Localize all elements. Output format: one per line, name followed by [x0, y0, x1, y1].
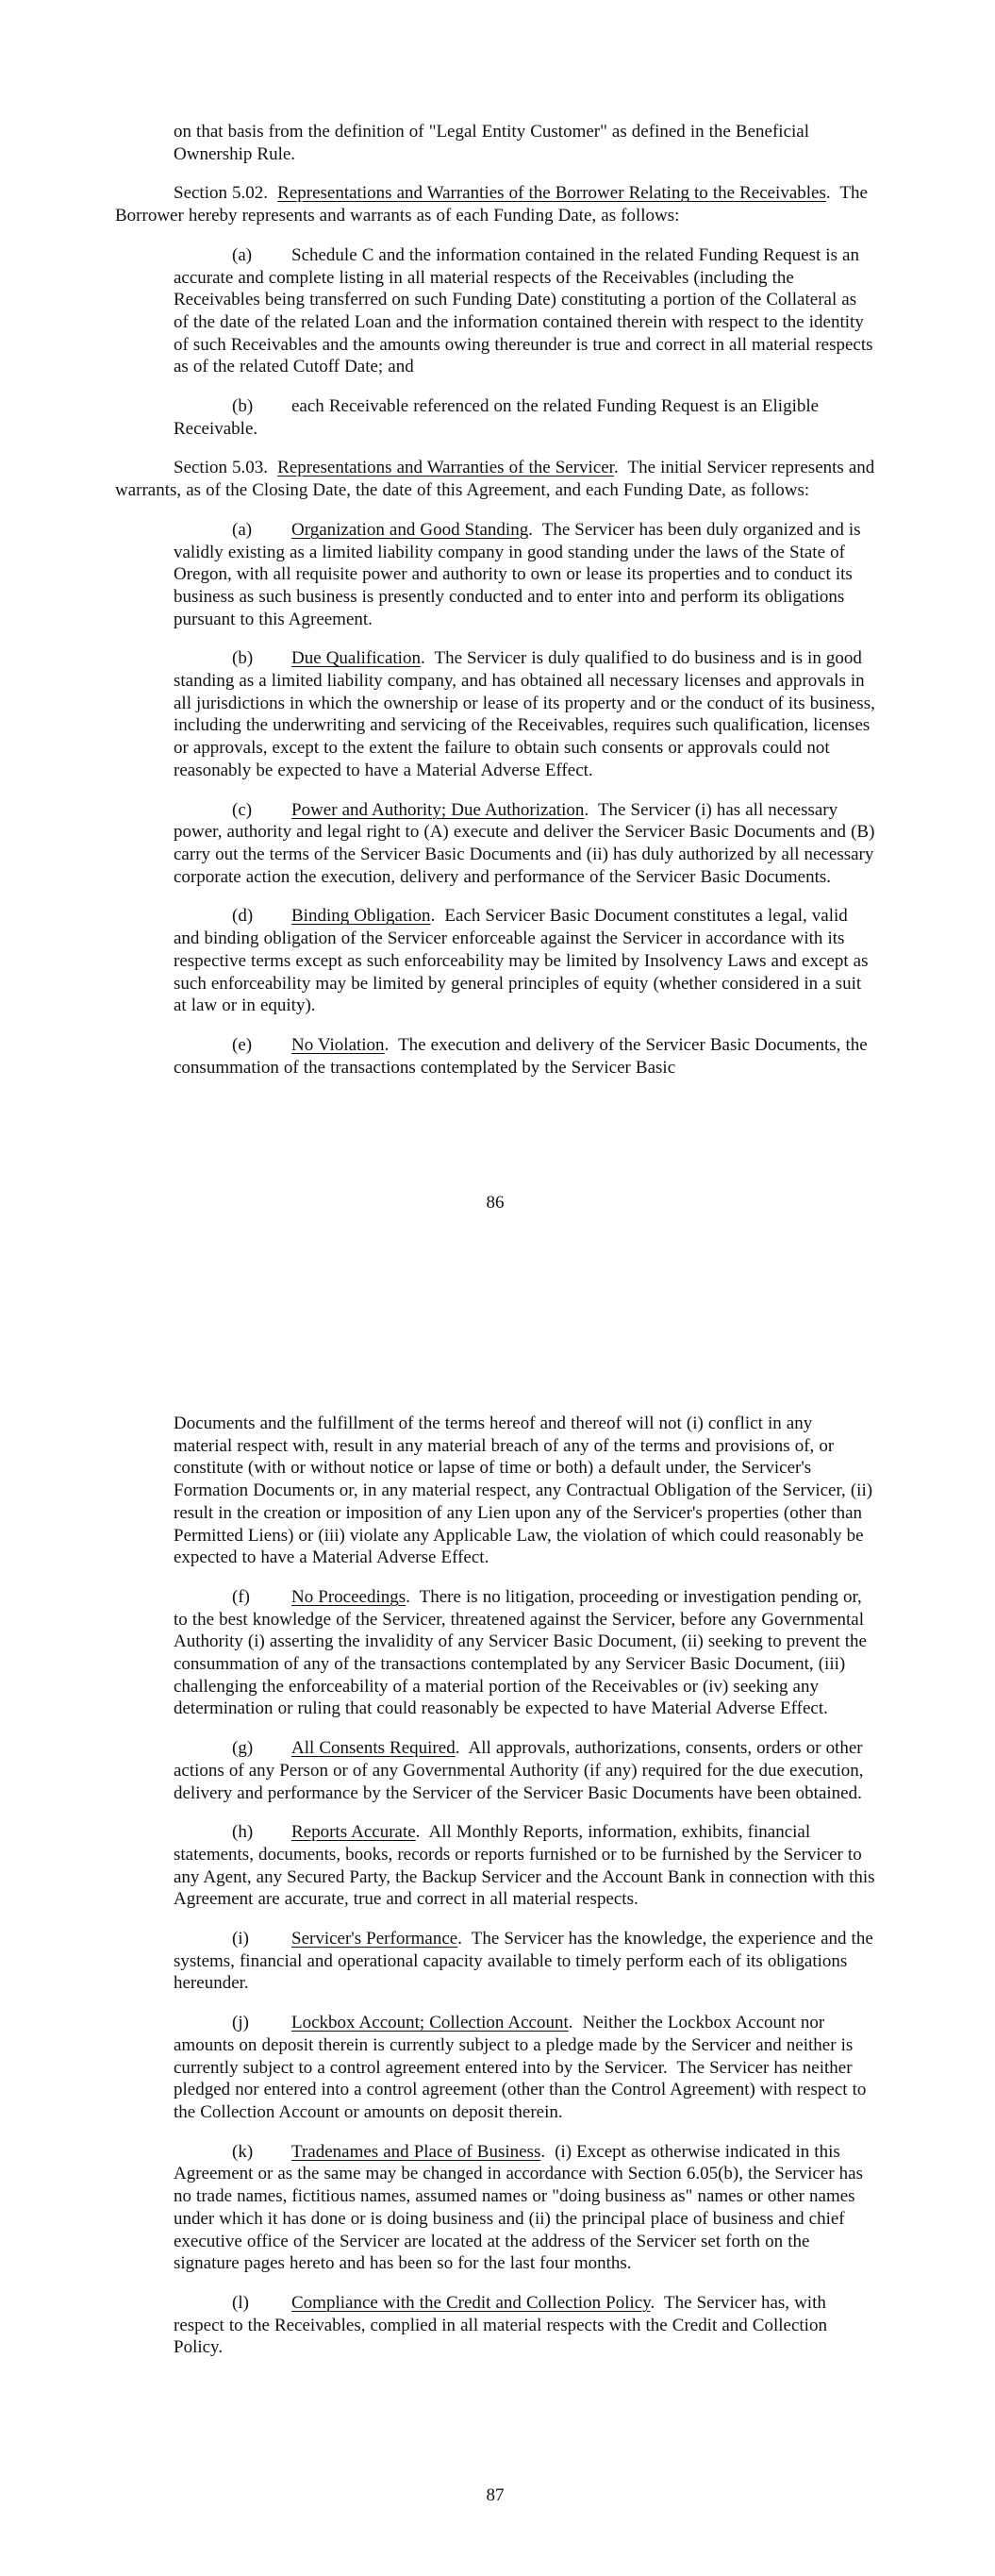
paragraph-marker: (j) [232, 2013, 249, 2033]
underlined-heading: Due Qualification [291, 648, 421, 669]
underlined-heading: Representations and Warranties of the Servicer [277, 458, 614, 478]
page-number-87: 87 [486, 2485, 505, 2505]
paragraph-5-03-b [174, 647, 875, 781]
text-run: Schedule C and the information contained in the related Funding Request is an accurate and complete listing in all material respects of the Receivables (including the Receivables being transferred on such Funding Date) constituting a portion of the Collateral as of the date of the related Loan and the information contained therein with respect to the identity of such Receivables and the amounts owing thereunder is true and correct in all material respects as of the related Cutoff Date; and [174, 244, 873, 377]
paragraph-5-03-c [174, 799, 875, 889]
paragraph-marker: (b) [232, 396, 254, 417]
paragraph-marker: (a) [232, 244, 253, 265]
text-run: . The Servicer has been duly organized and is validly existing as a limited liability company in good standing under the laws of the State of Oregon, with all requisite power and authority to own or lease its properties and to conduct its business as such business is presently conducted and to enter into and perform its obligations pursuant to this Agreement. [174, 519, 861, 629]
text-run: . The initial Servicer represents and warrants, as of the Closing Date, the date of this Agreement, and each Funding Date, as follows: [115, 458, 875, 501]
paragraph-5-03-e [174, 1034, 875, 1079]
text-run: . The Servicer has, with respect to the Receivables, complied in all material respects with the Credit and Collection Policy. [174, 2292, 827, 2358]
paragraph-marker: (d) [232, 906, 254, 927]
text-run: Section 5.02. [174, 183, 278, 204]
paragraph-marker: (i) [232, 1929, 249, 1949]
text-run: . All approvals, authorizations, consents, orders or other actions of any Person or of any Governmental Authority (if any) required for the due execution, delivery and performance by the Servicer of the Servicer Basic Documents have been obtained. [174, 1738, 864, 1803]
text-run: . The execution and delivery of the Servicer Basic Documents, the consummation of the transactions contemplated by the Servicer Basic [174, 1034, 868, 1078]
page-number-86: 86 [486, 1193, 505, 1213]
paragraph-marker: (a) [232, 519, 253, 540]
paragraph-5-02-b [174, 395, 875, 440]
text-run: . Each Servicer Basic Document constitutes a legal, valid and binding obligation of the Servicer enforceable against the Servicer in accordance with its respective terms except as such enforceability may be limited by Insolvency Laws and except as such enforceability may be limited by general principles of equity (whether considered in a suit at law or in equity). [174, 906, 869, 1016]
text-run: Documents and the fulfillment of the terms hereof and thereof will not (i) conflict in any material respect with, result in any material breach of any of the terms and provisions of, or constitute (with or without notice or lapse of time or both) a default under, the Servicer's Formation Documents or, in any material respect, any Contractual Obligation of the Servicer, (ii) result in the creation or imposition of any Lien upon any of the Servicer's properties (other than Permitted Liens) or (iii) violate any Applicable Law, the violation of which could reasonably be expected to have a Material Adverse Effect. [174, 1413, 873, 1568]
paragraph-section-5-02 [115, 182, 875, 226]
underlined-heading: Lockbox Account; Collection Account [291, 2013, 569, 2033]
text-run: . (i) Except as otherwise indicated in this Agreement or as the same may be changed in accordance with Section 6.05(b), the Servicer has no trade names, fictitious names, assumed names or "doing business as" names or other names under which it has done or is doing business and (ii) the principal place of business and chief executive office of the Servicer are located at the address of the Servicer set forth on the signature pages hereto and has been so for the last four months. [174, 2141, 863, 2274]
text-run: . There is no litigation, proceeding or investigation pending or, to the best knowledge of the Servicer, threatened against the Servicer, before any Governmental Authority (i) asserting the invalidity of any Servicer Basic Document, (ii) seeking to prevent the consummation of any of the transactions contemplated by any Servicer Basic Document, (iii) challenging the enforceability of a material portion of the Receivables or (iv) seeking any determination or ruling that could reasonably be expected to have Material Adverse Effect. [174, 1586, 867, 1719]
underlined-heading: Power and Authority; Due Authorization [291, 799, 585, 820]
text-run: . The Servicer (i) has all necessary power, authority and legal right to (A) execute and deliver the Servicer Basic Documents and (B) carry out the terms of the Servicer Basic Documents and (ii) has duly authorized by all necessary corporate action the execution, delivery and performance of the Servicer Basic Documents. [174, 799, 875, 887]
paragraph-5-03-i [174, 1928, 875, 1995]
paragraph-5-02-a [174, 244, 875, 378]
text-run: . Neither the Lockbox Account nor amounts on deposit therein is currently subject to a pledge made by the Servicer and neither is currently subject to a control agreement entered into by the Servicer. The Servicer has neither pledged nor entered into a control agreement (other than the Control Agreement) with respect to the Collection Account or amounts on deposit therein. [174, 2013, 867, 2122]
underlined-heading: No Proceedings [291, 1586, 406, 1607]
paragraph-5-03-k [174, 2141, 875, 2275]
text-run: . The Servicer has the knowledge, the experience and the systems, financial and operational capacity available to timely perform each of its obligations hereunder. [174, 1929, 873, 1994]
text-run: . The Servicer is duly qualified to do business and is in good standing as a limited liability company, and has obtained all necessary licenses and approvals in all jurisdictions in which the ownership or lease of its property and or the conduct of its business, including the underwriting and servicing of the Receivables, requires such qualification, licenses or approvals, except to the extent the failure to obtain such consents or approvals could not reasonably be expected to have a Material Adverse Effect. [174, 648, 875, 780]
underlined-heading: Compliance with the Credit and Collection Policy [291, 2292, 651, 2313]
underlined-heading: Tradenames and Place of Business [291, 2141, 541, 2162]
text-run: . The Borrower hereby represents and warrants as of each Funding Date, as follows: [115, 183, 868, 226]
underlined-heading: Organization and Good Standing [291, 519, 529, 540]
paragraph-section-5-03 [115, 457, 875, 501]
underlined-heading: Binding Obligation [291, 906, 431, 927]
page-2-content [115, 1413, 875, 2359]
underlined-heading: No Violation [291, 1034, 385, 1055]
paragraph-marker: (g) [232, 1738, 254, 1759]
text-run: each Receivable referenced on the related Funding Request is an Eligible Receivable. [174, 396, 820, 439]
paragraph-marker: (f) [232, 1586, 250, 1607]
paragraph-continuation-5-03-e [174, 1413, 875, 1569]
paragraph-marker: (k) [232, 2141, 254, 2162]
page-1-content [115, 121, 875, 1079]
paragraph-5-03-j [174, 2012, 875, 2124]
paragraph-marker: (h) [232, 1822, 254, 1843]
paragraph-marker: (l) [232, 2292, 249, 2313]
text-run: Section 5.03. [174, 458, 278, 478]
paragraph-5-03-g [174, 1737, 875, 1804]
paragraph-marker: (e) [232, 1034, 253, 1055]
paragraph-5-03-a [174, 519, 875, 631]
paragraph-5-03-f [174, 1586, 875, 1720]
underlined-heading: Representations and Warranties of the Borrower Relating to the Receivables [277, 183, 826, 204]
underlined-heading: Servicer's Performance [291, 1929, 458, 1949]
paragraph-continuation-before-5-02 [174, 121, 875, 165]
underlined-heading: Reports Accurate [291, 1822, 416, 1843]
text-run: on that basis from the definition of "Legal Entity Customer" as defined in the Beneficial Ownership Rule. [174, 122, 809, 164]
paragraph-marker: (c) [232, 799, 253, 820]
paragraph-5-03-l [174, 2292, 875, 2359]
paragraph-5-03-d [174, 905, 875, 1017]
paragraph-5-03-h [174, 1821, 875, 1911]
text-run: . All Monthly Reports, information, exhibits, financial statements, documents, books, records or reports furnished or to be furnished by the Servicer to any Agent, any Secured Party, the Backup Servicer and the Account Bank in connection with this Agreement are accurate, true and correct in all material respects. [174, 1822, 875, 1910]
paragraph-marker: (b) [232, 648, 254, 669]
underlined-heading: All Consents Required [291, 1738, 456, 1759]
